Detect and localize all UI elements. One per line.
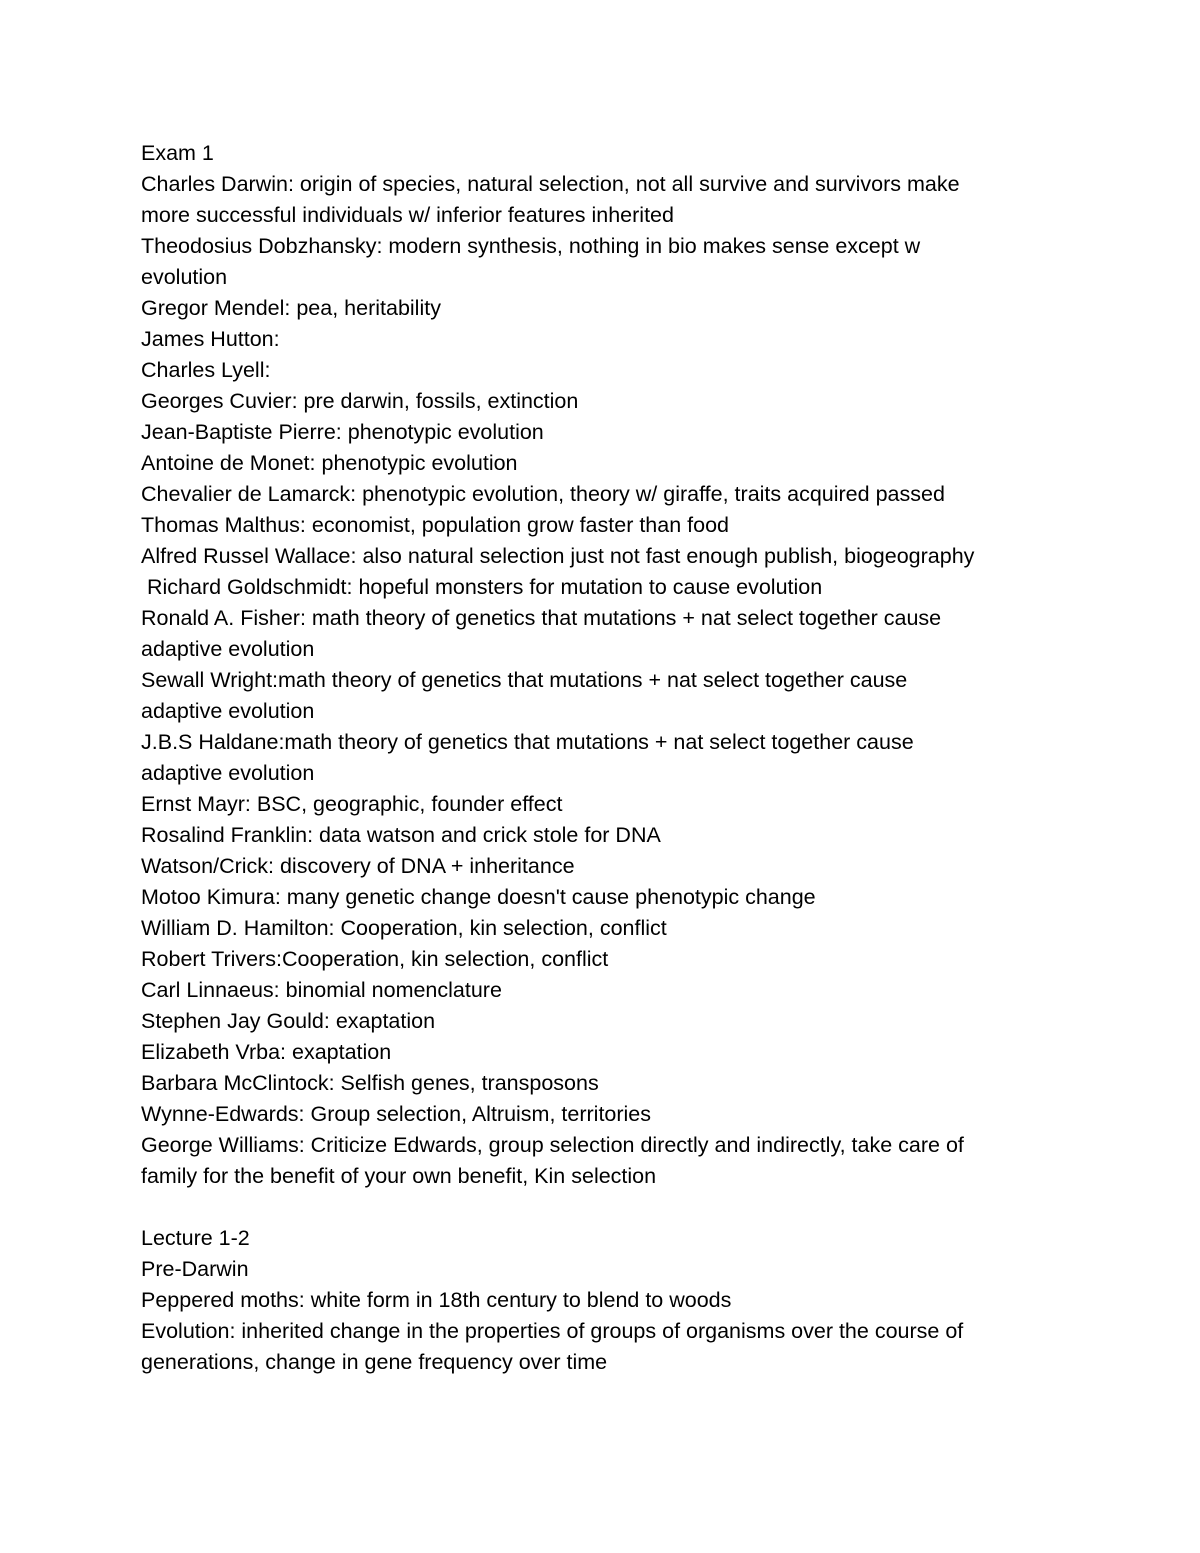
note-line: Antoine de Monet: phenotypic evolution <box>141 451 518 475</box>
note-line: Robert Trivers:Cooperation, kin selection, conflict <box>141 947 609 971</box>
note-line: William D. Hamilton: Cooperation, kin selection, conflict <box>141 916 667 940</box>
note-line: Richard Goldschmidt: hopeful monsters for mutation to cause evolution <box>141 575 823 599</box>
note-line: Georges Cuvier: pre darwin, fossils, extinction <box>141 389 579 413</box>
note-line: Chevalier de Lamarck: phenotypic evolution, theory w/ giraffe, traits acquired passed <box>141 482 945 506</box>
note-line: Peppered moths: white form in 18th century to blend to woods <box>141 1288 732 1312</box>
note-line: Motoo Kimura: many genetic change doesn't cause phenotypic change <box>141 885 816 909</box>
note-line: Alfred Russel Wallace: also natural selection just not fast enough publish, biogeography <box>141 544 975 568</box>
note-line: Theodosius Dobzhansky: modern synthesis, nothing in bio makes sense except w <box>141 234 921 258</box>
document-page <box>141 138 1071 1378</box>
heading-exam-1: Exam 1 <box>141 141 214 165</box>
note-line: generations, change in gene frequency over time <box>141 1350 608 1374</box>
note-line: Charles Darwin: origin of species, natural selection, not all survive and survivors make <box>141 172 960 196</box>
note-line: Wynne-Edwards: Group selection, Altruism, territories <box>141 1102 652 1126</box>
note-line: Ernst Mayr: BSC, geographic, founder effect <box>141 792 563 816</box>
note-line: adaptive evolution <box>141 699 315 723</box>
note-line: adaptive evolution <box>141 637 315 661</box>
note-line: evolution <box>141 265 228 289</box>
note-line: adaptive evolution <box>141 761 315 785</box>
blank-line <box>141 1192 1071 1223</box>
note-line: Gregor Mendel: pea, heritability <box>141 296 441 320</box>
note-line: Barbara McClintock: Selfish genes, transposons <box>141 1071 599 1095</box>
note-line: Evolution: inherited change in the properties of groups of organisms over the course of <box>141 1319 964 1343</box>
note-line: Thomas Malthus: economist, population grow faster than food <box>141 513 729 537</box>
note-line: Sewall Wright:math theory of genetics that mutations + nat select together cause <box>141 668 908 692</box>
note-line: George Williams: Criticize Edwards, group selection directly and indirectly, take care of <box>141 1133 964 1157</box>
note-line: Jean-Baptiste Pierre: phenotypic evolution <box>141 420 544 444</box>
subheading-pre-darwin: Pre-Darwin <box>141 1257 249 1281</box>
note-line: J.B.S Haldane:math theory of genetics that mutations + nat select together cause <box>141 730 914 754</box>
note-line: family for the benefit of your own benefit, Kin selection <box>141 1164 657 1188</box>
note-line: James Hutton: <box>141 327 280 351</box>
note-line: Charles Lyell: <box>141 358 271 382</box>
note-line: Elizabeth Vrba: exaptation <box>141 1040 392 1064</box>
note-line: Watson/Crick: discovery of DNA + inheritance <box>141 854 575 878</box>
note-line: Stephen Jay Gould: exaptation <box>141 1009 436 1033</box>
note-line: more successful individuals w/ inferior features inherited <box>141 203 674 227</box>
note-line: Rosalind Franklin: data watson and crick stole for DNA <box>141 823 661 847</box>
note-line: Ronald A. Fisher: math theory of genetics that mutations + nat select together cause <box>141 606 942 630</box>
heading-lecture-1-2: Lecture 1-2 <box>141 1226 250 1250</box>
note-line: Carl Linnaeus: binomial nomenclature <box>141 978 502 1002</box>
